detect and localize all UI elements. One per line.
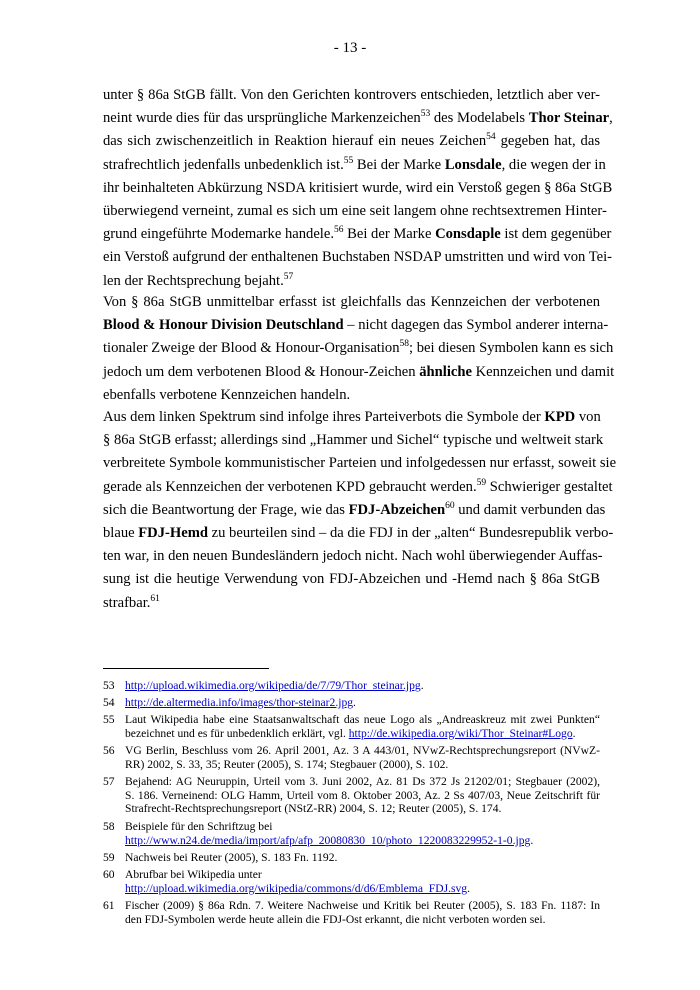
footnote-number: 54: [103, 696, 115, 709]
term-fdj-hemd: FDJ-Hemd: [138, 525, 208, 542]
page-number: - 13 -: [333, 40, 367, 56]
text-line: unter § 86a StGB fällt. Von den Gerichten kontrovers entschieden, letztlich aber ver-: [103, 87, 600, 103]
text-line: sung ist die heutige Verwendung von FDJ-Abzeichen und -Hemd nach § 86a StGB: [103, 571, 600, 588]
text-line: gerade als Kennzeichen der verbotenen KPD gebraucht werden.$^{59}$ Schwieriger gestaltet: [103, 477, 613, 495]
text-line: len der Rechtsprechung bejaht.$^{57}$: [103, 271, 294, 289]
footnote-ref-53[interactable]: 53: [420, 109, 431, 120]
text-line: strafrechtlich jedenfalls unbedenklich ist.$^{55}$ Bei der Marke Lonsdale, die wegen der in: [103, 155, 606, 173]
footnote-number: 61: [103, 899, 115, 912]
footnote-link[interactable]: http://upload.wikimedia.org/wikipedia/commons/d/d6/Emblema_FDJ.svg: [125, 881, 468, 895]
footnote-ref-61[interactable]: 61: [150, 593, 160, 604]
footnote-link[interactable]: http://upload.wikimedia.org/wikipedia/de/7/79/Thor_steinar.jpg: [125, 679, 421, 692]
text-line: das sich zwischenzeitlich in Reaktion hierauf ein neues Zeichen$^{54}$ gegeben hat, das: [103, 132, 601, 150]
footnote-ref-58[interactable]: 58: [399, 339, 410, 350]
text-line: Blood & Honour Division Deutschland – nicht dagegen das Symbol anderer interna-: [103, 317, 609, 334]
term-aehnliche: ähnliche: [419, 363, 472, 380]
text-line: Aus dem linken Spektrum sind infolge ihres Parteiverbots die Symbole der KPD von: [103, 409, 601, 425]
text-line: neint wurde dies für das ursprüngliche Markenzeichen$^{53}$ des Modelabels Thor Steinar,: [103, 109, 613, 127]
footnote-number: 57: [103, 775, 115, 788]
text-line: § 86a StGB erfasst; allerdings sind „Hammer und Sichel“ typische und weltweit stark: [103, 432, 604, 449]
text-line: grund eingeführte Modemarke handele.$^{56}$ Bei der Marke Consdaple ist dem gegenüber: [103, 225, 612, 243]
text-line: ebenfalls verbotene Kennzeichen handeln.: [103, 386, 351, 403]
footnote-number: 55: [103, 713, 115, 726]
footnote-number: 58: [103, 820, 115, 833]
term-blood-honour-division: Blood & Honour Division Deutschland: [103, 317, 344, 334]
footnote-ref-55[interactable]: 55: [343, 155, 354, 166]
footnote-ref-56[interactable]: 56: [333, 225, 344, 236]
footnote-number: 59: [103, 851, 115, 864]
footnote-ref-57[interactable]: 57: [283, 271, 294, 282]
paragraph-3: [103, 406, 617, 615]
term-kpd: KPD: [544, 409, 576, 425]
text-line: blaue FDJ-Hemd zu beurteilen sind – da die FDJ in der „alten“ Bundesrepublik verbo-: [103, 525, 614, 542]
footnote-number: 53: [103, 679, 115, 692]
footnote-link[interactable]: http://de.altermedia.info/images/thor-steinar2.jpg: [125, 696, 354, 709]
text-line: tionaler Zweige der Blood & Honour-Organisation$^{58}$; bei diesen Symbolen kann es sich: [103, 339, 614, 357]
term-consdaple: Consdaple: [435, 226, 501, 243]
term-thor-steinar: Thor Steinar: [528, 110, 610, 127]
footnote-link[interactable]: http://de.wikipedia.org/wiki/Thor_Steinar#Logo: [348, 726, 573, 740]
text-line: sich die Beantwortung der Frage, wie das FDJ-Abzeichen$^{60}$ und damit verbunden das: [103, 500, 606, 518]
footnote-ref-54[interactable]: 54: [486, 132, 496, 143]
text-line: ihr beinhalteten Abkürzung NSDA kritisiert wurde, wird ein Verstoß gegen § 86a StGB: [103, 179, 613, 196]
footnote-number: 60: [103, 868, 115, 881]
text-line: ten war, in den neuen Bundesländern jedoch nicht. Nach wohl überwiegender Auffas-: [103, 548, 603, 565]
text-line: ein Verstoß aufgrund der enthaltenen Buchstaben NSDAP umstritten und wird von Tei-: [103, 249, 612, 266]
term-fdj-abzeichen: FDJ-Abzeichen: [348, 501, 446, 518]
paragraph-2: [103, 291, 615, 407]
text-line: Von § 86a StGB unmittelbar erfasst ist gleichfalls das Kennzeichen der verbotenen: [103, 294, 600, 310]
term-lonsdale: Lonsdale: [444, 156, 502, 173]
text-line: verbreitete Symbole kommunistischer Parteien und infolgedessen nur erfasst, soweit sie: [103, 455, 617, 472]
paragraph-1: [103, 84, 613, 293]
footnote-ref-59[interactable]: 59: [476, 477, 487, 488]
footnote-separator: [103, 668, 269, 669]
footnote-ref-60[interactable]: 60: [445, 500, 455, 511]
footnote-number: 56: [103, 744, 115, 757]
text-line: strafbar.$^{61}$: [103, 593, 160, 611]
footnote-link[interactable]: http://www.n24.de/media/import/afp/afp_20080830_10/photo_1220083229952-1-0.jpg: [125, 833, 531, 847]
text-line: jedoch um dem verbotenen Blood & Honour-Zeichen ähnliche Kennzeichen und damit: [103, 363, 615, 380]
text-line: überwiegend verneint, zumal es sich um eine seit langem ohne rechtsextremen Hinter-: [103, 203, 607, 220]
